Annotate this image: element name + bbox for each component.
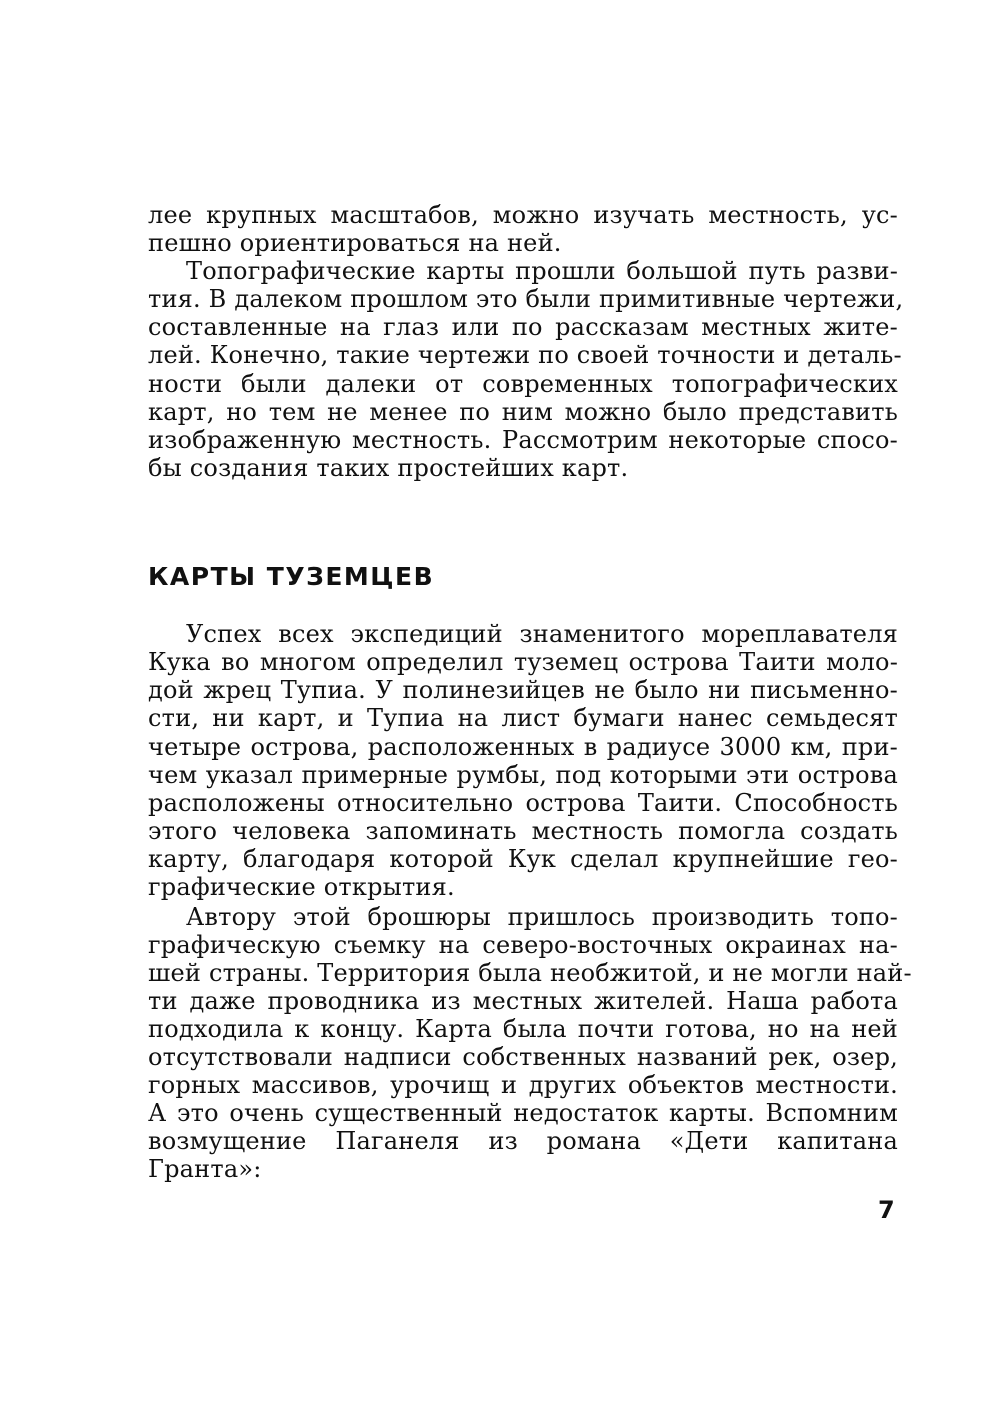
text-line: Кука во многом определил туземец острова Таити моло- <box>148 648 898 676</box>
text-line: шей страны. Территория была необжитой, и не могли най- <box>148 959 912 987</box>
text-line: графическую съемку на северо-восточных окраинах на- <box>148 931 898 959</box>
text-line: лей. Конечно, такие чертежи по своей точности и деталь- <box>148 341 902 369</box>
text-line: составленные на глаз или по рассказам местных жите- <box>148 313 898 341</box>
text-line: сти, ни карт, и Тупиа на лист бумаги нанес семьдесят <box>148 704 898 732</box>
text-line: бы создания таких простейших карт. <box>148 454 629 482</box>
text-line: Автору этой брошюры пришлось производить топо- <box>186 903 898 931</box>
text-line: лее крупных масштабов, можно изучать местность, ус- <box>148 201 898 229</box>
text-line: Топографические карты прошли большой путь разви- <box>186 257 898 285</box>
text-line: этого человека запоминать местность помогла создать <box>148 817 898 845</box>
text-line: карту, благодаря которой Кук сделал крупнейшие гео- <box>148 845 898 873</box>
text-line: Гранта»: <box>148 1155 262 1183</box>
text-line: тия. В далеком прошлом это были примитивные чертежи, <box>148 285 904 313</box>
text-line: четыре острова, расположенных в радиусе 3000 км, при- <box>148 733 898 761</box>
text-line: Успех всех экспедиций знаменитого мореплавателя <box>186 620 898 648</box>
text-line: горных массивов, урочищ и других объектов местности. <box>148 1071 898 1099</box>
text-line: пешно ориентироваться на ней. <box>148 229 562 257</box>
text-line: графические открытия. <box>148 873 455 901</box>
text-line: изображенную местность. Рассмотрим некоторые спосо- <box>148 426 898 454</box>
text-line: ти даже проводника из местных жителей. Наша работа <box>148 987 898 1015</box>
text-line: подходила к концу. Карта была почти готова, но на ней <box>148 1015 898 1043</box>
text-line: карт, но тем не менее по ним можно было представить <box>148 398 898 426</box>
text-line: А это очень существенный недостаток карты. Вспомним <box>148 1099 898 1127</box>
text-line: дой жрец Тупиа. У полинезийцев не было ни письменно- <box>148 676 898 704</box>
text-line: ности были далеки от современных топографических <box>148 370 898 398</box>
section-heading: КАРТЫ ТУЗЕМЦЕВ <box>148 562 435 591</box>
text-line: расположены относительно острова Таити. Способность <box>148 789 898 817</box>
text-line: чем указал примерные румбы, под которыми эти острова <box>148 761 898 789</box>
text-line: возмущение Паганеля из романа «Дети капитана <box>148 1127 898 1155</box>
page-number: 7 <box>878 1196 895 1224</box>
text-line: отсутствовали надписи собственных названий рек, озер, <box>148 1043 898 1071</box>
